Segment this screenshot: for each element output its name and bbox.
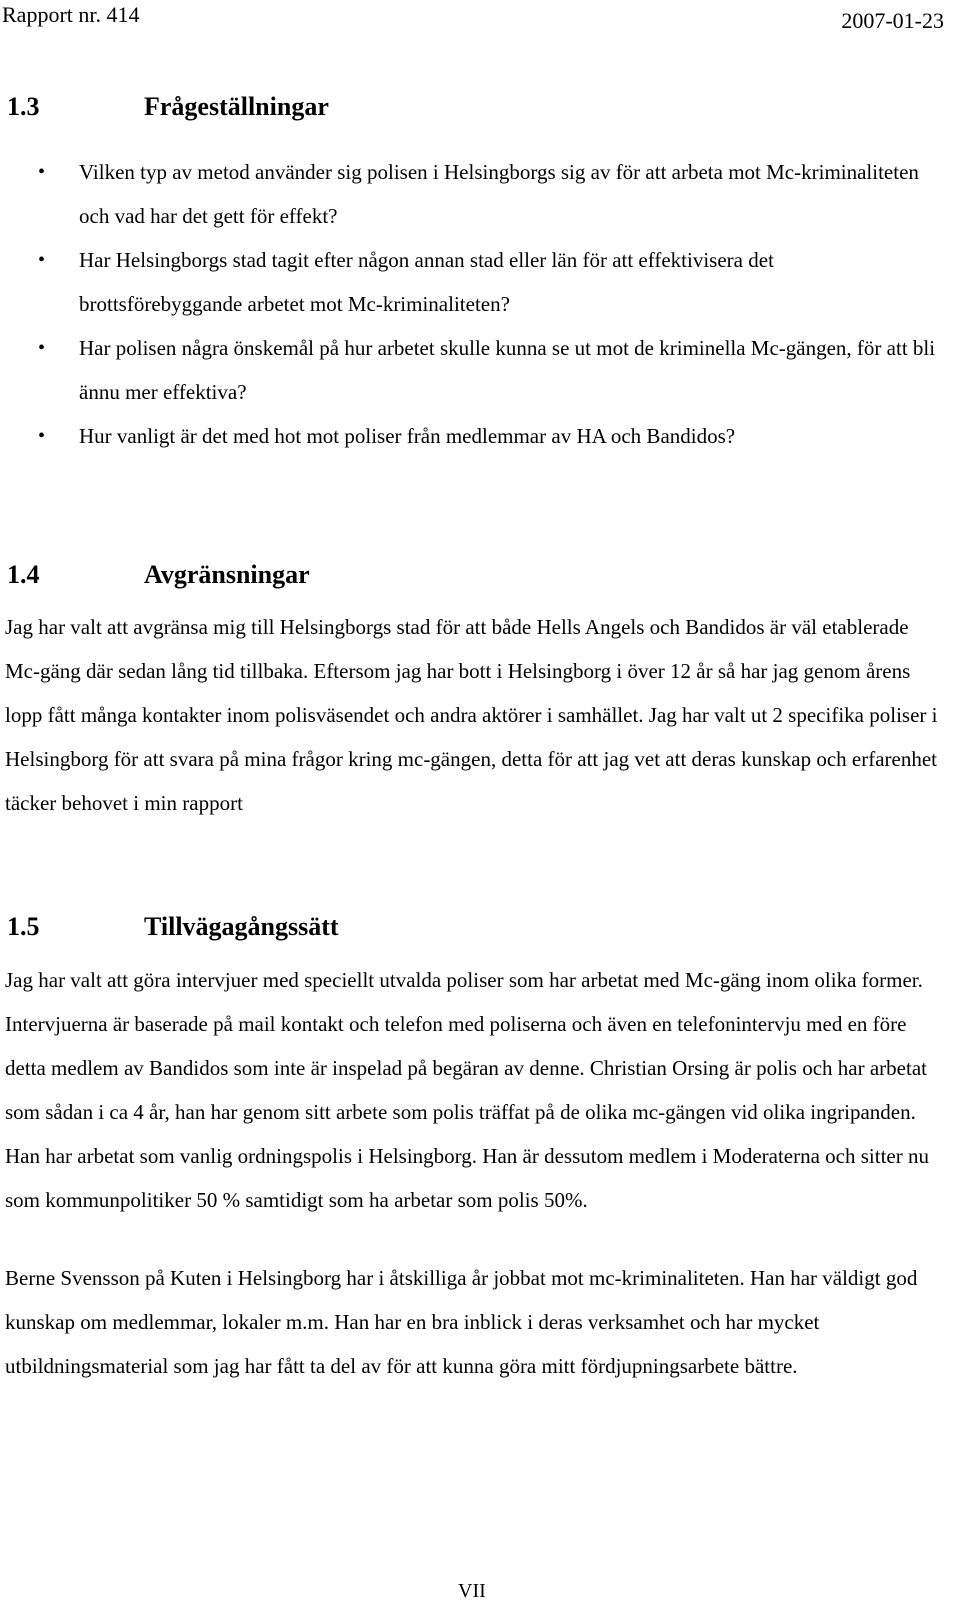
section-title: Frågeställningar — [144, 92, 329, 121]
section-number: 1.4 — [7, 560, 40, 589]
bullet-icon: • — [38, 161, 46, 183]
bullet-icon: • — [38, 425, 46, 447]
section-title: Avgränsningar — [144, 560, 310, 589]
question-list — [0, 150, 960, 458]
bullet-icon: • — [38, 337, 46, 359]
list-item: • Vilken typ av metod använder sig polisen i Helsingborgs sig av för att arbeta mot Mc-kriminaliteten och vad har det gett för effekt? — [0, 150, 960, 238]
section-heading-1-5 — [7, 912, 339, 942]
section-heading-1-4 — [7, 560, 310, 590]
paragraph-avgransningar: Jag har valt att avgränsa mig till Helsingborgs stad för att både Hells Angels och Bandidos är väl etablerade Mc-gäng där sedan lång tid tillbaka. Eftersom jag har bott i Helsingborg i över 12 år så har jag genom årens lopp fått många kontakter inom polisväsendet och andra aktörer i samhället. Jag har valt ut 2 specifika poliser i Helsingborg för att svara på mina frågor kring mc-gängen, detta för att jag vet att deras kunskap och erfarenhet täcker behovet i min rapport — [5, 615, 938, 815]
bullet-icon: • — [38, 249, 46, 271]
list-item: • Hur vanligt är det med hot mot poliser från medlemmar av HA och Bandidos? — [0, 414, 960, 458]
paragraph-tillvagagangssatt: Jag har valt att göra intervjuer med speciellt utvalda poliser som har arbetat med Mc-gäng inom olika former. Intervjuerna är baserade på mail kontakt och telefon med poliserna och även en telefonintervju med en före detta medlem av Bandidos som inte är inspelad på begäran av denne. Christian Orsing är polis och har arbetat som sådan i ca 4 år, han har genom sitt arbete som polis träffat på de olika mc-gängen vid olika ingripanden. Han har arbetat som vanlig ordningspolis i Helsingborg. Han är dessutom medlem i Moderaterna och sitter nu som kommunpolitiker 50 % samtidigt som ha arbetar som polis 50%. — [5, 968, 929, 1212]
section-heading-1-3 — [7, 92, 329, 122]
report-date: 2007-01-23 — [841, 8, 944, 33]
section-number: 1.3 — [7, 92, 40, 121]
section-number: 1.5 — [7, 912, 40, 941]
page-header — [0, 0, 960, 40]
list-item: • Har Helsingborgs stad tagit efter någon annan stad eller län för att effektivisera det brottsförebyggande arbetet mot Mc-kriminaliteten? — [0, 238, 960, 326]
list-item: • Har polisen några önskemål på hur arbetet skulle kunna se ut mot de kriminella Mc-gängen, för att bli ännu mer effektiva? — [0, 326, 960, 414]
page-number: VII — [458, 1580, 486, 1602]
report-number: Rapport nr. 414 — [2, 2, 140, 27]
paragraph-tillvagagangssatt-2: Berne Svensson på Kuten i Helsingborg har i åtskilliga år jobbat mot mc-kriminaliteten. Han har väldigt god kunskap om medlemmar, lokaler m.m. Han har en bra inblick i deras verksamhet och har mycket utbildningsmaterial som jag har fått ta del av för att kunna göra mitt fördjupningsarbete bättre. — [5, 1266, 918, 1378]
section-title: Tillvägagångssätt — [144, 912, 339, 941]
